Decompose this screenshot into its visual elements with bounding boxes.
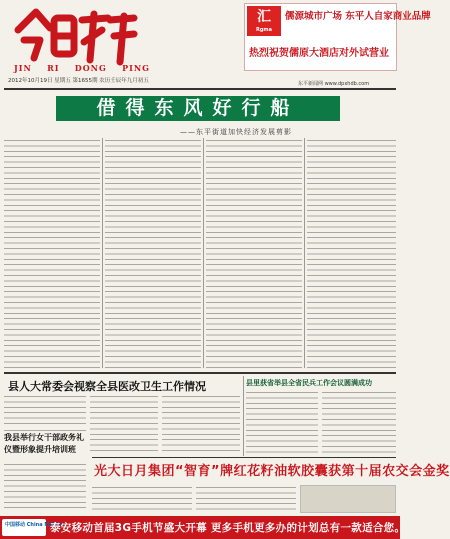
column-rule [304,138,305,368]
lead-text-col-4 [307,138,396,368]
website-url[interactable]: 东平新闻网 www.dpxhdb.com [298,81,370,87]
ad-headline: 热烈祝贺儒原大酒店对外试营业 [249,48,389,59]
masthead-divider [4,88,396,90]
award-headline: 光大日月集团“智育”牌红花籽油软胶囊获第十届农交会金奖 [94,464,450,479]
sports-text-col-2 [322,390,396,454]
column-rule [102,138,103,368]
pinyin-2: RI [47,63,60,73]
dateline: 2012年10月19日 星期五 第1655期 农历壬辰年九月初五 [8,78,149,84]
product-photo [300,485,396,513]
footer-ad-text: 泰安移动首届3G手机节盛大开幕 更多手机更多办的计划总有一款适合您。 [50,522,406,534]
congress-text-col-2 [90,394,158,454]
footer-advertisement[interactable] [0,516,406,539]
lead-text-col-3 [206,138,302,368]
sports-text-col-1 [246,390,318,454]
newspaper-logo [10,6,140,66]
logo-pinyin [14,63,150,73]
lead-text-col-1 [4,138,100,368]
masthead [0,0,431,88]
top-advertisement[interactable] [244,3,431,71]
ad-brand-badge [247,6,281,36]
ad-badge-char: 汇 [257,9,271,25]
footer-logo-text: 中国移动 China Mobile [5,522,64,528]
lead-headline: 借得东风好行船 [56,96,340,121]
lead-subhead: ——东平街道加快经济发展剪影 [180,128,292,136]
award-text-col-1 [92,485,192,513]
sports-headline: 县里获省举县全省民兵工作会议圆满成功 [246,379,372,387]
sub-divider [4,430,86,431]
column-rule [203,138,204,368]
china-mobile-logo [2,519,64,536]
congress-text-col-1 [4,394,86,428]
people-congress-headline: 县人大常委会视察全县医改卫生工作情况 [8,380,206,393]
ad-slogan: 儒源城市广场 东平人自家商业品牌 [285,11,431,22]
ad-badge-sub: Rgma [255,27,272,33]
county-training-headline: 我县举行女干部政务礼仪暨形象提升培训班 [4,433,84,454]
section-divider [92,457,396,458]
pinyin-4: PING [122,63,150,73]
award-text-col-2 [196,485,296,513]
congress-text-col-3 [162,394,240,454]
pinyin-3: DONG [74,63,107,73]
column-rule [243,376,244,456]
section-divider [4,372,396,374]
training-text [4,462,86,512]
pinyin-1: JIN [14,63,32,73]
lead-text-col-2 [105,138,201,368]
